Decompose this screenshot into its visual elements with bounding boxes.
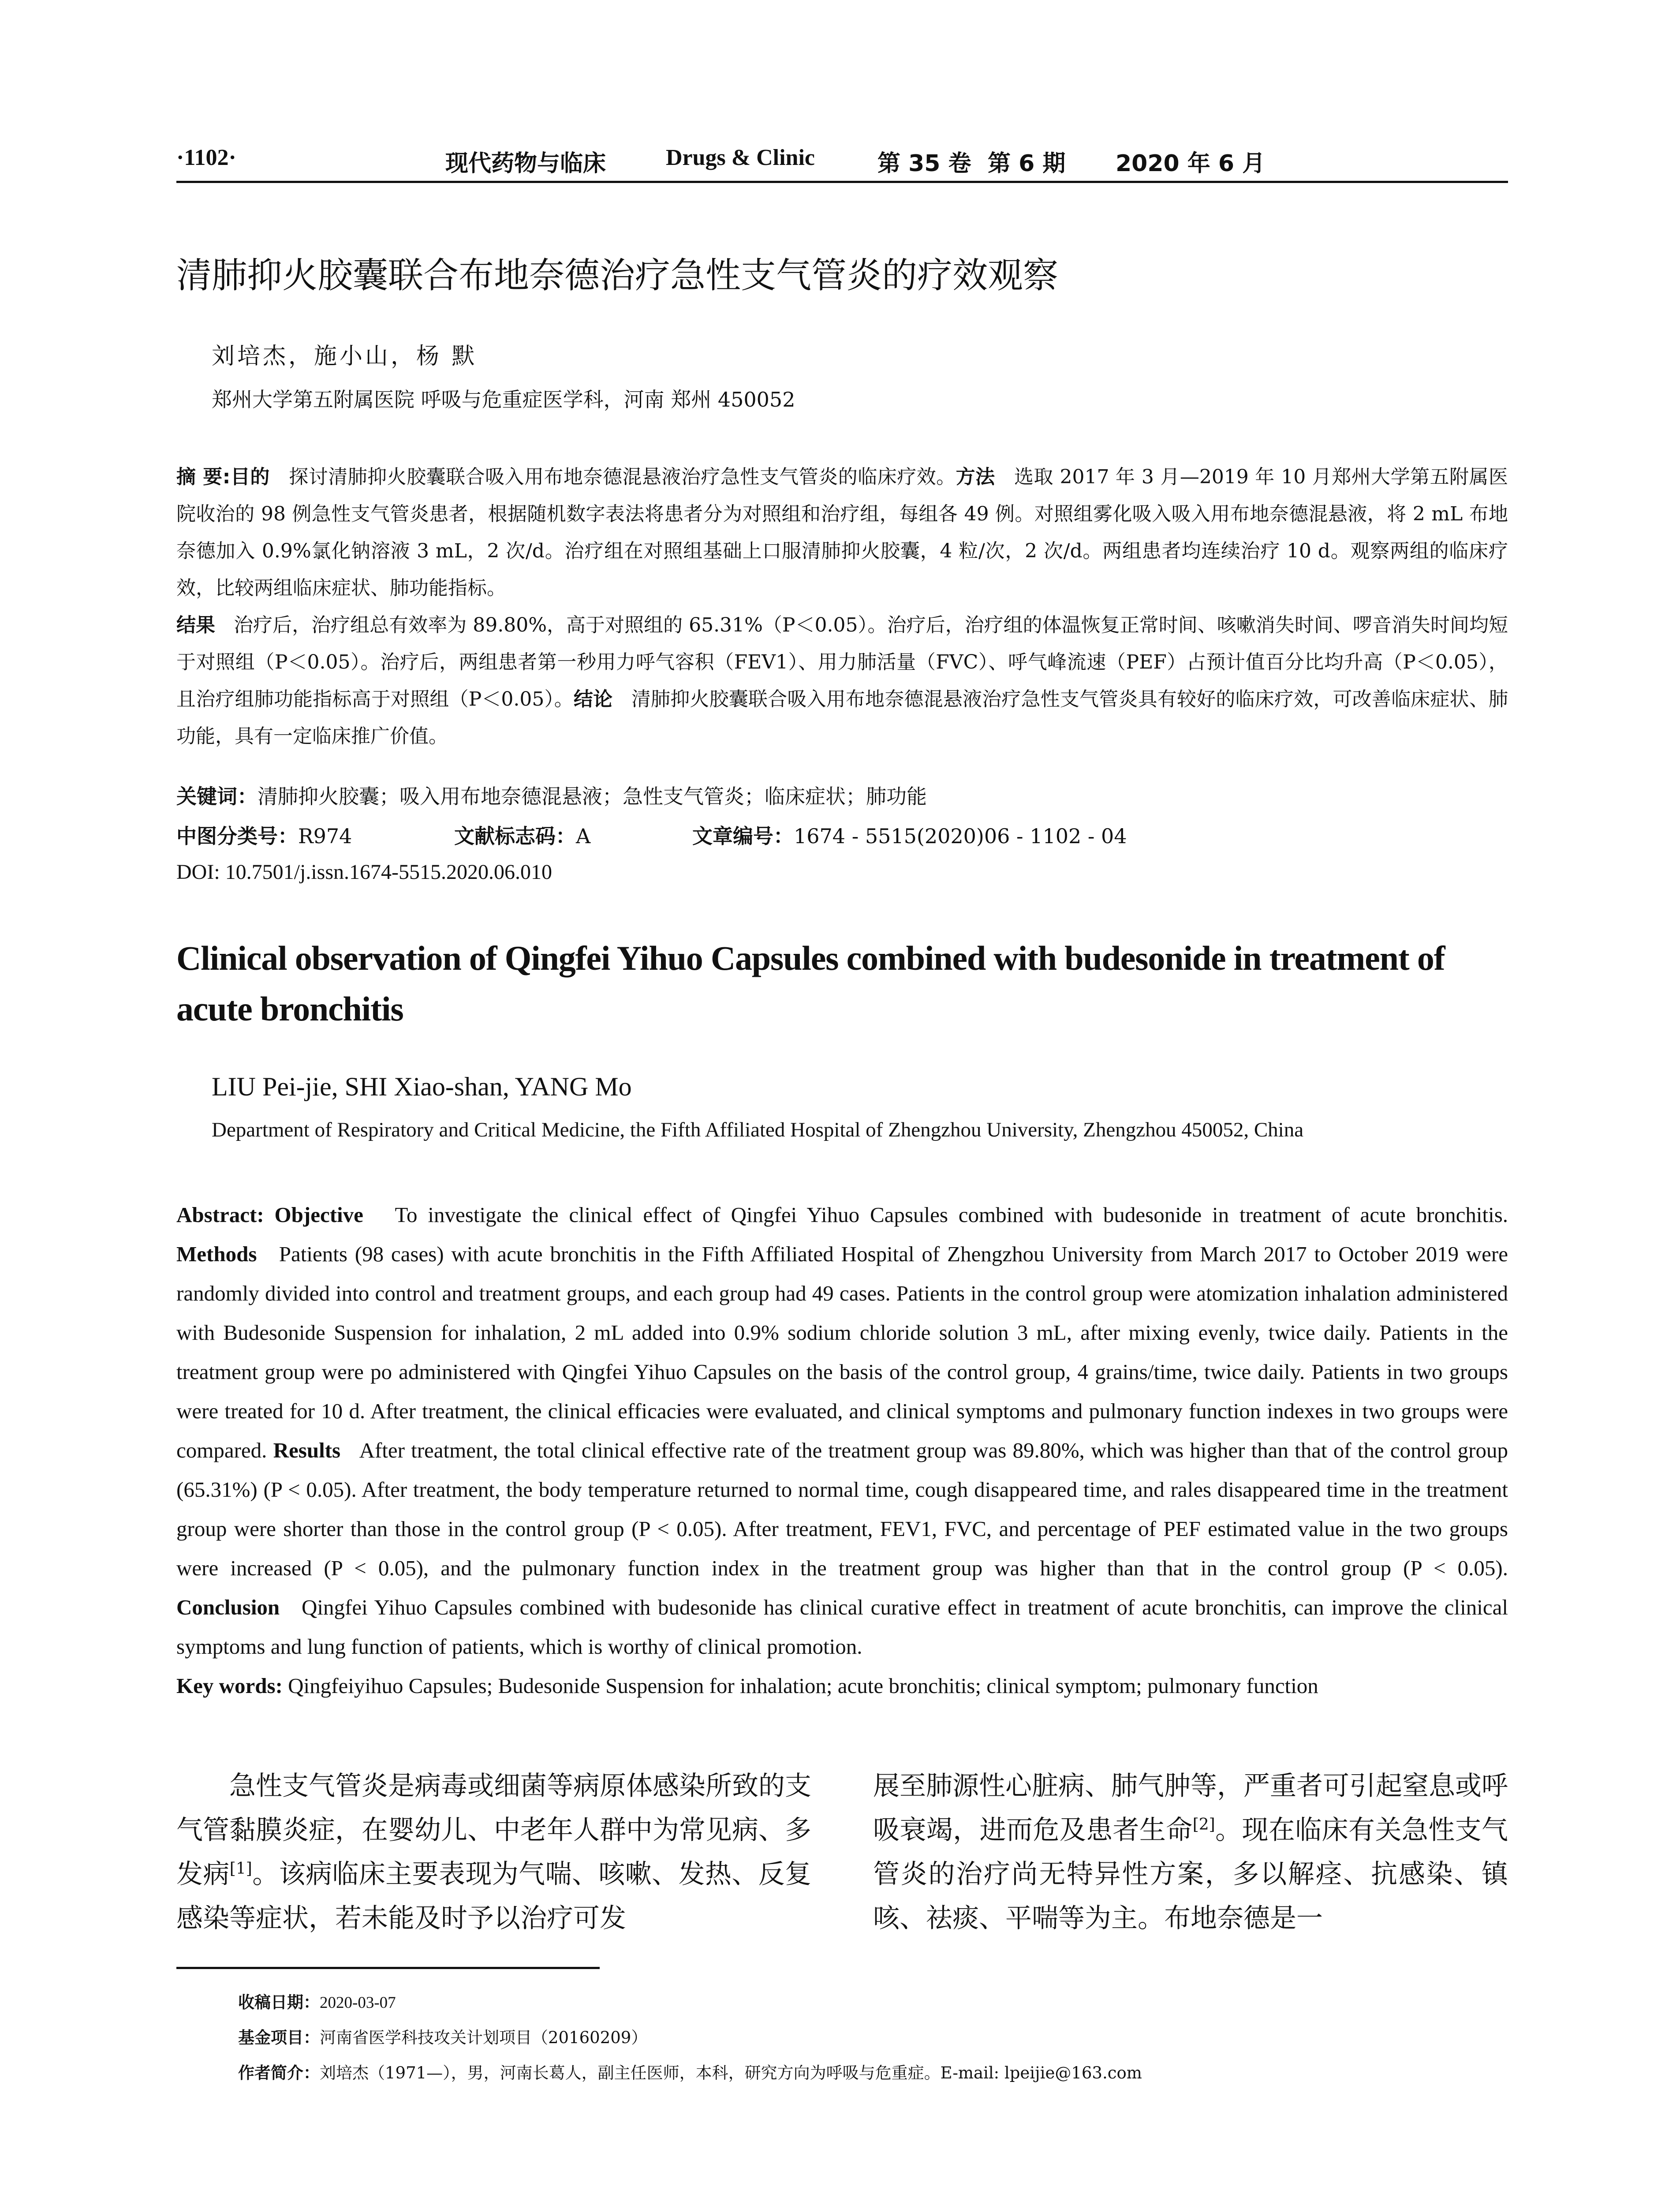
footnote-divider xyxy=(176,1967,600,1969)
citation-ref-1[interactable]: [1] xyxy=(229,1860,252,1878)
objective-label-cn: 目的 xyxy=(230,466,270,488)
objective-text-cn: 探讨清肺抑火胶囊联合吸入用布地奈德混悬液治疗急性支气管炎的临床疗效。 xyxy=(289,466,956,488)
authors-en: LIU Pei-jie, SHI Xiao-shan, YANG Mo xyxy=(212,1072,632,1101)
body-paragraph xyxy=(873,1764,1508,1940)
fund-label: 基金项目： xyxy=(238,2028,320,2047)
article-title-cn: 清肺抑火胶囊联合布地奈德治疗急性支气管炎的疗效观察 xyxy=(176,255,1058,296)
clc-number xyxy=(176,820,352,849)
objective-text-en: To investigate the clinical effect of Qingfei Yihuo Capsules combined with budesonide in treatment of acute bronchitis. xyxy=(395,1203,1508,1227)
fund-text: 河南省医学科技攻关计划项目（20160209） xyxy=(320,2028,648,2047)
received-date: 2020-03-07 xyxy=(320,1994,396,2012)
conclusion-label-en: Conclusion xyxy=(176,1595,280,1619)
footnote-author xyxy=(238,2059,1142,2083)
affiliation-cn: 郑州大学第五附属医院 呼吸与危重症医学科，河南 郑州 450052 xyxy=(212,388,795,411)
body-column-left xyxy=(176,1764,811,1940)
footnote-fund xyxy=(238,2024,647,2048)
author-bio-text: 刘培杰（1971—），男，河南长葛人，副主任医师，本科，研究方向为呼吸与危重症。E-mail: lpeijie@163.com xyxy=(320,2063,1142,2082)
clc-value: R974 xyxy=(298,824,352,848)
conclusion-text-cn: 清肺抑火胶囊联合吸入用布地奈德混悬液治疗急性支气管炎具有较好的临床疗效，可改善临床症状、肺功能，具有一定临床推广价值。 xyxy=(176,688,1508,747)
results-text-en: After treatment, the total clinical effective rate of the treatment group was 89.80%, which was higher than that of the control group (65.31%) (P < 0.05). After treatment, the body temperature returned to normal time, cough disappeared time, and rales disappeared time in the treatment group were shorter than those in the control group (P < 0.05). After treatment, FEV1, FVC, and percentage of PEF estimated value in the two groups were increased (P < 0.05), and the pulmonary function index in the treatment group was higher than that in the control group (P < 0.05). xyxy=(176,1438,1508,1580)
body-text: 。现在临床有关急性支气管炎的治疗尚无特异性方案，多以解痉、抗感染、镇咳、祛痰、平喘等为主。布地奈德是一 xyxy=(873,1815,1508,1934)
article-number xyxy=(692,820,1127,849)
abstract-label-cn: 摘 要: xyxy=(176,466,231,488)
clc-label: 中图分类号： xyxy=(176,824,298,848)
methods-label-cn: 方法 xyxy=(956,466,995,488)
methods-label-en: Methods xyxy=(176,1242,257,1266)
citation-ref-2[interactable]: [2] xyxy=(1192,1816,1215,1834)
issue: 第 6 期 xyxy=(988,150,1066,177)
abstract-objective-label-en: Abstract: Objective xyxy=(176,1203,363,1227)
article-number-label: 文章编号： xyxy=(692,824,794,848)
affiliation-en: Department of Respiratory and Critical Medicine, the Fifth Affiliated Hospital of Zhengzhou University, Zhengzhou 450052, China xyxy=(212,1118,1304,1141)
results-label-en: Results xyxy=(273,1438,341,1462)
authors-cn: 刘培杰，施小山，杨 默 xyxy=(212,343,478,370)
received-label: 收稿日期： xyxy=(238,1993,320,2012)
keywords-text-en: Qingfeiyihuo Capsules; Budesonide Suspension for inhalation; acute bronchitis; clinical symptom; pulmonary function xyxy=(288,1674,1318,1698)
conclusion-text-en: Qingfei Yihuo Capsules combined with budesonide has clinical curative effect in treatment of acute bronchitis, can improve the clinical symptoms and lung function of patients, which is worthy of clinical promotion. xyxy=(176,1595,1508,1659)
results-label-cn: 结果 xyxy=(176,614,216,636)
body-text: 展至肺源性心脏病、肺气肿等，严重者可引起窒息或呼吸衰竭，进而危及患者生命 xyxy=(873,1771,1508,1846)
article-title-en: Clinical observation of Qingfei Yihuo Capsules combined with budesonide in treatment of acute bronchitis xyxy=(176,939,1445,1028)
abstract-cn xyxy=(176,459,1508,755)
journal-name-cn: 现代药物与临床 xyxy=(445,150,606,177)
document-code xyxy=(454,820,590,849)
abstract-en xyxy=(176,1195,1508,1705)
journal-name-en: Drugs & Clinic xyxy=(666,145,815,170)
keywords-text-cn: 清肺抑火胶囊；吸入用布地奈德混悬液；急性支气管炎；临床症状；肺功能 xyxy=(258,785,927,808)
document-code-label: 文献标志码： xyxy=(454,824,576,848)
results-text-cn: 治疗后，治疗组总有效率为 89.80%，高于对照组的 65.31%（P＜0.05）。治疗后，治疗组的体温恢复正常时间、咳嗽消失时间、啰音消失时间均短于对照组（P＜0.05）。治疗后，两组患者第一秒用力呼气容积（FEV1）、用力肺活量（FVC）、呼气峰流速（PEF）占预计值百分比均升高（P＜0.05），且治疗组肺功能指标高于对照组（P＜0.05）。 xyxy=(176,614,1508,710)
doi: DOI: 10.7501/j.issn.1674-5515.2020.06.010 xyxy=(176,860,552,884)
conclusion-label-cn: 结论 xyxy=(573,688,613,710)
article-number-value: 1674 - 5515(2020)06 - 1102 - 04 xyxy=(794,824,1127,848)
methods-text-en: Patients (98 cases) with acute bronchitis in the Fifth Affiliated Hospital of Zhengzhou University from March 2017 to October 2019 were randomly divided into control and treatment groups, and each group had 49 cases. Patients in the control group were atomization inhalation administered with Budesonide Suspension for inhalation, 2 mL added into 0.9% sodium chloride solution 3 mL, after mixing evenly, twice daily. Patients in the treatment group were po administered with Qingfei Yihuo Capsules on the basis of the control group, 4 grains/time, twice daily. Patients in two groups were treated for 10 d. After treatment, the clinical efficacies were evaluated, and clinical symptoms and pulmonary function indexes in two groups were compared. xyxy=(176,1242,1508,1462)
body-column-right xyxy=(873,1764,1508,1940)
keywords-cn xyxy=(176,781,927,810)
keywords-label-en: Key words: xyxy=(176,1674,283,1698)
body-text: 急性支气管炎是病毒或细菌等病原体感染所致的支气管黏膜炎症，在婴幼儿、中老年人群中为常见病、多发病 xyxy=(176,1771,811,1890)
author-bio-label: 作者简介： xyxy=(238,2063,320,2082)
body-text: 。该病临床主要表现为气喘、咳嗽、发热、反复感染等症状，若未能及时予以治疗可发 xyxy=(176,1859,812,1934)
body-paragraph xyxy=(176,1764,811,1940)
issue-date: 2020 年 6 月 xyxy=(1116,150,1266,177)
document-code-value: A xyxy=(576,824,591,848)
keywords-label-cn: 关键词： xyxy=(176,785,258,808)
page-number: ·1102· xyxy=(176,145,236,170)
footnote-received xyxy=(238,1989,396,2013)
methods-text-cn: 选取 2017 年 3 月—2019 年 10 月郑州大学第五附属医院收治的 98 例急性支气管炎患者，根据随机数字表法将患者分为对照组和治疗组，每组各 49 例。对照组雾化吸入吸入用布地奈德混悬液，将 2 mL 布地奈德加入 0.9%氯化钠溶液 3 mL，2 次/d。治疗组在对照组基础上口服清肺抑火胶囊，4 粒/次，2 次/d。两组患者均连续治疗 10 d。观察两组的临床疗效，比较两组临床症状、肺功能指标。 xyxy=(176,466,1508,599)
running-header xyxy=(176,137,1508,183)
volume: 第 35 卷 xyxy=(877,150,971,177)
